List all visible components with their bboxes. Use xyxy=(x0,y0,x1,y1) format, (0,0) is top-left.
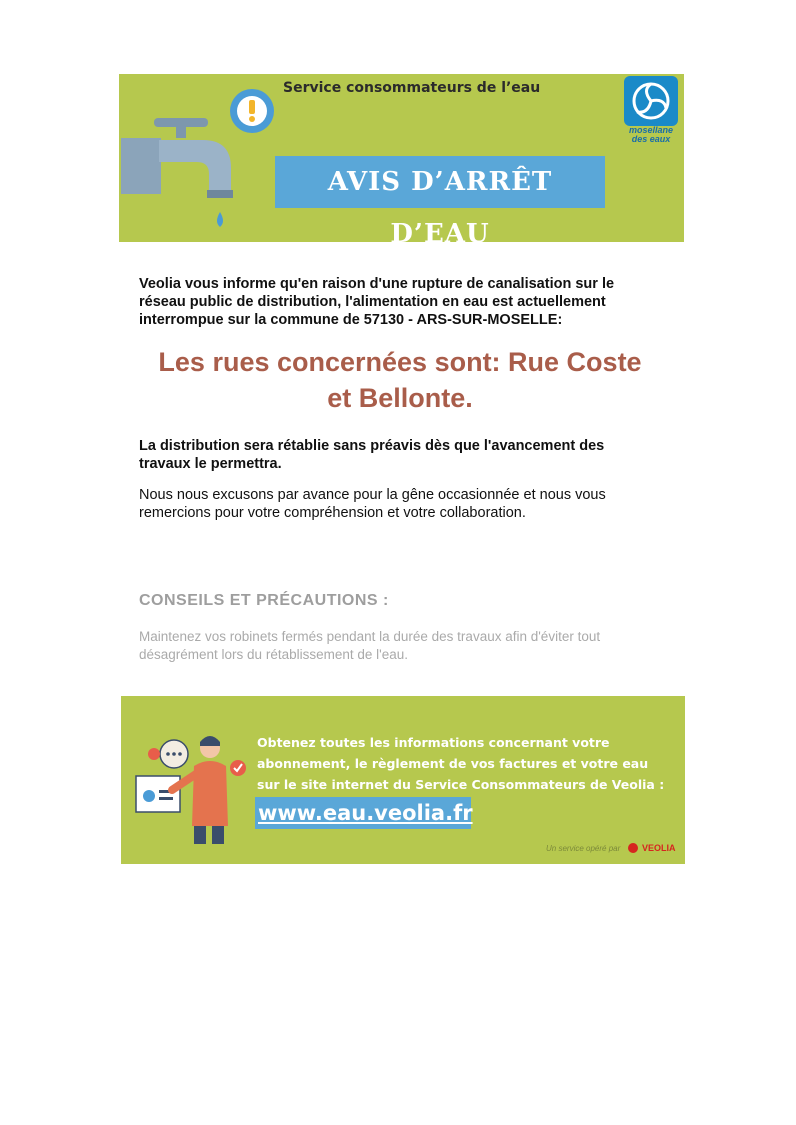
advice-text: Maintenez vos robinets fermés pendant la durée des travaux afin d'éviter tout désagrément lors du rétablissement de l'eau. xyxy=(139,629,601,662)
website-link[interactable]: www.eau.veolia.fr xyxy=(258,801,473,825)
veolia-logo-icon xyxy=(628,843,638,853)
operated-by-text: Un service opéré par xyxy=(546,844,621,853)
veolia-brand: VEOLIA xyxy=(642,843,676,853)
streets-text: Les rues concernées sont: Rue Coste et Bellonte. xyxy=(158,347,642,413)
advice-heading: CONSEILS ET PRÉCAUTIONS : xyxy=(139,592,389,609)
mosellane-logo xyxy=(624,76,678,126)
triskele-icon xyxy=(624,76,678,126)
logo-text xyxy=(618,126,684,144)
footer-info-text: Obtenez toutes les informations concernant votre abonnement, le règlement de vos factures et votre eau sur le site internet du Service Consommateurs de Veolia : xyxy=(257,735,665,792)
faucet-icon xyxy=(121,84,281,240)
restore-text: La distribution sera rétablie sans préavis dès que l'avancement des travaux le permettra. xyxy=(139,438,605,472)
apology-text: Nous nous excusons par avance pour la gêne occasionnée et nous vous remercions pour votre compréhension et votre collaboration. xyxy=(139,487,606,521)
logo-text-line1: mosellane xyxy=(628,125,674,135)
service-title: Service consommateurs de l’eau xyxy=(283,80,541,96)
intro-text: Veolia vous informe qu'en raison d'une rupture de canalisation sur le réseau public de distribution, l'alimentation en eau est actuellement interrompue sur la commune de 57130 - ARS-SUR-MOSELLE: xyxy=(139,276,615,328)
notice-title: AVIS D’ARRÊT D’EAU xyxy=(327,167,553,249)
person-illustration-icon xyxy=(134,726,250,846)
logo-text-line2: des eaux xyxy=(631,134,671,144)
